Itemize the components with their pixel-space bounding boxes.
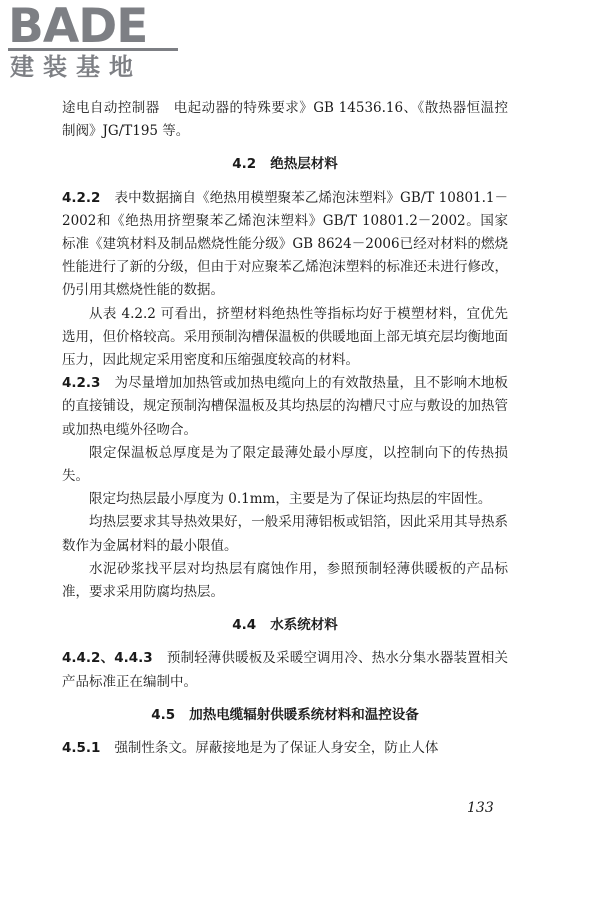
clause-number: 4.2.2 [62,189,101,206]
section-number: 4.2 [232,156,257,173]
clause-number: 4.2.3 [62,375,101,392]
section-title: 水系统材料 [270,617,338,634]
section-heading-4-5 [62,704,508,727]
clause-number: 4.4.2、4.4.3 [62,650,153,667]
clause-4-2-2 [62,187,508,303]
logo-cjk-text: 建装基地 [10,53,142,81]
clause-text: 为尽量增加加热管或加热电缆向上的有效散热量，且不影响木地板的直接铺设，规定预制沟槽保温板及其均热层的沟槽尺寸应与敷设的加热管或加热电缆外径吻合。 [62,375,508,438]
section-heading-4-4 [62,614,508,637]
section-heading-4-2 [62,153,508,176]
clause-text: 预制轻薄供暖板及采暖空调用冷、热水分集水器装置相关产品标准正在编制中。 [62,650,509,690]
logo-latin-text: BADE [8,0,148,54]
clause-text: 表中数据摘自《绝热用模塑聚苯乙烯泡沫塑料》GB/T 10801.1－2002和《绝热用挤塑聚苯乙烯泡沫塑料》GB/T 10801.2－2002。国家标准《建筑材料及制品燃烧性能分级》GB 8624－2006已经对材料的燃烧性能进行了新的分级，但由于对应聚苯乙烯泡沫塑料的标准还未进行修改，仍引用其燃烧性能的数据。 [62,189,508,299]
paragraph-continuation: 途电自动控制器 电起动器的特殊要求》GB 14536.16、《散热器恒温控制阀》JG/T195 等。 [62,100,508,140]
paragraph: 均热层要求其导热效果好，一般采用薄铝板或铝箔，因此采用其导热系数作为金属材料的最小限值。 [62,514,508,554]
page-number: 133 [467,800,494,816]
section-number: 4.5 [151,706,176,723]
clause-4-2-3 [62,372,508,442]
document-body [62,97,508,760]
bade-logo [8,2,183,84]
paragraph: 限定保温板总厚度是为了限定最薄处最小厚度，以控制向下的传热损失。 [62,444,508,485]
paragraph: 从表 4.2.2 可看出，挤塑材料绝热性等指标均好于模塑材料，宜优先选用，但价格较高。采用预制沟槽保温板的供暖地面上部无填充层均衡地面压力，因此规定采用密度和压缩强度较高的材料。 [62,305,508,369]
clause-number: 4.5.1 [62,740,101,757]
section-title: 加热电缆辐射供暖系统材料和温控设备 [189,706,419,723]
section-title: 绝热层材料 [270,156,338,173]
paragraph: 限定均热层最小厚度为 0.1mm，主要是为了保证均热层的牢固性。 [89,491,492,508]
section-number: 4.4 [232,617,257,634]
clause-text: 强制性条文。屏蔽接地是为了保证人身安全，防止人体 [114,740,439,757]
paragraph: 水泥砂浆找平层对均热层有腐蚀作用，参照预制轻薄供暖板的产品标准，要求采用防腐均热层。 [62,560,508,601]
clause-4-4-2-4-4-3 [62,647,508,693]
clause-4-5-1 [62,737,508,760]
